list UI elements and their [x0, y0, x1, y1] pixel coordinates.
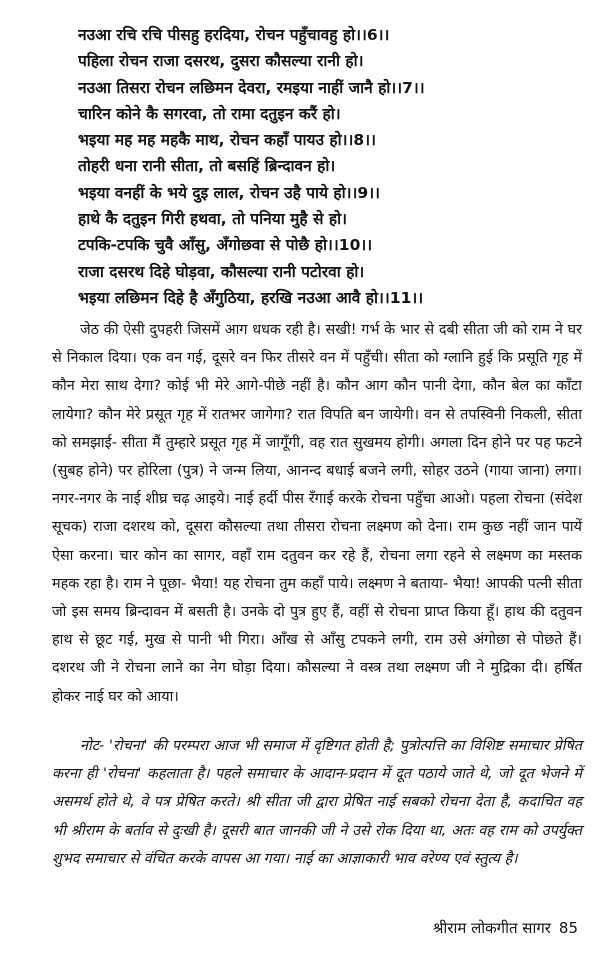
prose-paragraph: जेठ की ऐसी दुपहरी जिसमें आग धधक रही है। सखी! गर्भ के भार से दबी सीता जी को राम ने घर से निकाल दिया। एक वन गई, दूसरे वन फिर तीसरे वन में पहुँची। सीता को ग्लानि हुई कि प्रसूति गृह में कौन मेरा साथ देगा? कोई भी मेरे आगे-पीछे नहीं है। कौन आग कौन पानी देगा, कौन बेल का काँटा लायेगा? कौन मेरे प्रसूत गृह में रातभर जागेगा? रात विपति बन जायेगी। वन से तपस्विनी निकली, सीता को समझाई- सीता मैं तुम्हारे प्रसूत गृह में जागूँगी, वह रात सुखमय होगी। अगला दिन होने पर पह फटने (सुबह होने) पर होरिला (पुत्र) ने जन्म लिया, आनन्द बधाई बजने लगी, सोहर उठने (गाया जाना) लगा। नगर-नगर के नाई शीघ्र चढ़ आइये। नाई हर्दी पीस रँगाई करके रोचना पहुँचा आओ। पहला रोचना (संदेश सूचक) राजा दशरथ को, दूसरा कौसल्या तथा तीसरा रोचना लक्ष्मण को देना। राम कुछ नहीं जान पायें ऐसा करना। चार कोन का सागर, वहाँ राम दतुवन कर रहे हैं, रोचना लगा रहने से लक्ष्मण का मस्तक महक रहा है। राम ने पूछा- भैया! यह रोचना तुम कहाँ पाये। लक्ष्मण ने बताया- भैया! आपकी पत्नी सीता जो इस समय ब्रिन्दावन में बसती है। उनके दो पुत्र हुए हैं, वहीं से रोचना प्राप्त किया हूँ। हाथ की दतुवन हाथ से छूट गई, मुख से पानी भी गिरा। आँख से आँसु टपकने लगी, राम उसे अंगोछा से पोछते हैं। दशरथ जी ने रोचना लाने का नेग घोड़ा दिया। कौसल्या ने वस्त्र तथा लक्ष्मण जी ने मुद्रिका दी। हर्षित होकर नाई घर को आया।: [52, 322, 582, 705]
verse-line: चारिन कोने कै सगरवा, तो रामा दतुइन करैं हो।: [78, 104, 341, 123]
book-title: श्रीराम लोकगीत सागर: [432, 919, 551, 937]
note-paragraph: नोट- 'रोचना' की परम्परा आज भी समाज में दृष्टिगत होती है; पुत्रोत्पत्ति का विशिष्ट समाचार प्रेषित करना ही 'रोचना' कहलाता है। पहले समाचार के आदान-प्रदान में दूत पठाये जाते थे, जो दूत भेजने में असमर्थ होते थे, वे पत्र प्रेषित करते। श्री सीता जी द्वारा प्रेषित नाई सबको रोचना देता है, कदाचित वह भी श्रीराम के बर्ताव से दुःखी है। दूसरी बात जानकी जी ने उसे रोक दिया था, अतः वह राम को उपर्युक्त शुभद समाचार से वंचित करके वापस आ गया। नाई का आज्ञाकारी भाव वरेण्य एवं स्तुत्य है।: [52, 738, 582, 867]
verse-block: [78, 22, 558, 311]
verse-line: तोहरी धना रानी सीता, तो बसहिं ब्रिन्दावन हो।: [78, 157, 336, 176]
page-footer: [425, 918, 578, 938]
verse-line: भइया वनहीं के भये दुइ लाल, रोचन उहै पाये हो।।9।।: [78, 183, 380, 202]
verse-line: भइया मह मह महकै माथ, रोचन कहाँ पायउ हो।।8।।: [78, 131, 376, 150]
verse-line: टपकि-टपकि चुवै आँसु, अँगोछवा से पोछै हो।।10।।: [78, 236, 373, 255]
verse-line: भइया लछिमन दिहे है अँगुठिया, हरखि नउआ आवै हो।।11।।: [78, 288, 424, 307]
verse-line: हाथे कै दतुइन गिरी हथवा, तो पनिया मुहै से हो।: [78, 210, 348, 229]
verse-line: नउआ तिसरा रोचन लछिमन देवरा, रमइया नाहीं जानै हो।।7।।: [78, 78, 425, 97]
page-number: 85: [558, 919, 578, 937]
verse-line: पहिला रोचन राजा दसरथ, दुसरा कौसल्या रानी हो।: [78, 52, 364, 71]
verse-line: नउआ रचि रचि पीसहु हरदिया, रोचन पहुँचावहु हो।।6।।: [78, 26, 390, 44]
verse-line: राजा दसरथ दिहे घोड़वा, कौसल्या रानी पटोरवा हो।: [78, 262, 365, 281]
